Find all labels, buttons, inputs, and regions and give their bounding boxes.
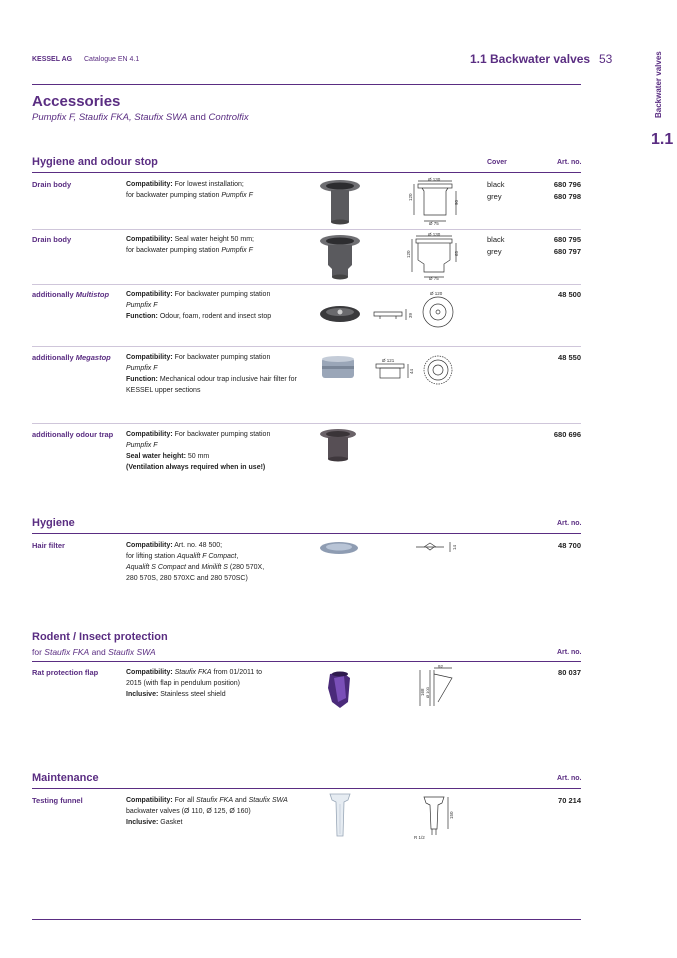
svg-text:Ø 120: Ø 120 bbox=[430, 291, 443, 296]
art-no: 680 696 bbox=[553, 430, 581, 439]
column-header-artno: Art. no. bbox=[557, 775, 582, 782]
svg-text:92: 92 bbox=[438, 664, 444, 669]
svg-text:14: 14 bbox=[452, 544, 457, 550]
multistop-side-drawing bbox=[372, 306, 416, 322]
svg-text:65: 65 bbox=[454, 250, 459, 256]
catalogue-label: Catalogue EN 4.1 bbox=[84, 56, 140, 63]
svg-text:120: 120 bbox=[408, 193, 413, 201]
column-header-artno: Art. no. bbox=[557, 649, 582, 656]
art-no-list: 680 796 680 798 bbox=[553, 180, 581, 201]
item-description: Compatibility: For backwater pumping station Pumpfix F Function: Mechanical odour trap inclusive hair filter for KESSEL upper sections bbox=[126, 354, 297, 394]
svg-text:90: 90 bbox=[454, 199, 459, 205]
item-name: Drain body bbox=[32, 235, 72, 244]
art-no-list: 680 795 680 797 bbox=[553, 235, 581, 256]
page-title: Accessories bbox=[32, 93, 121, 110]
footer-divider bbox=[32, 919, 581, 920]
section-heading-odour: Hygiene and odour stop bbox=[32, 156, 158, 168]
page-subtitle: Pumpfix F, Staufix FKA, Staufix SWA and Controlfix bbox=[32, 112, 249, 123]
item-name: Hair filter bbox=[32, 541, 65, 550]
svg-text:120: 120 bbox=[406, 250, 411, 258]
section-subheading-rodent: for Staufix FKA and Staufix SWA bbox=[32, 647, 156, 657]
svg-text:39: 39 bbox=[408, 312, 413, 318]
page-number: 53 bbox=[599, 52, 613, 66]
section-divider bbox=[32, 172, 581, 173]
item-name: additionally Megastop bbox=[32, 353, 111, 362]
item-description: Compatibility: For lowest installation; for backwater pumping station Pumpfix F bbox=[126, 181, 253, 199]
svg-text:R 1/2: R 1/2 bbox=[414, 835, 425, 840]
art-no: 80 037 bbox=[558, 668, 581, 677]
column-header-artno: Art. no. bbox=[557, 159, 582, 166]
item-name: Rat protection flap bbox=[32, 668, 99, 677]
odour-trap-photo bbox=[318, 428, 358, 464]
side-tab-number: 1.1 bbox=[651, 131, 674, 148]
rat-flap-photo bbox=[322, 668, 356, 710]
svg-text:Ø 75: Ø 75 bbox=[429, 221, 439, 225]
svg-text:150: 150 bbox=[449, 811, 454, 819]
column-header-cover: Cover bbox=[487, 159, 507, 166]
item-description: Compatibility: Art. no. 48 500; for lifting station Aqualift F Compact, Aqualift S Compact and Minilift S (280 570X, 280 570S, 280 570XC and 280 570SC) bbox=[126, 542, 265, 582]
item-description: Compatibility: Staufix FKA from 01/2011 to 2015 (with flap in pendulum position) Inclusive: Stainless steel shield bbox=[126, 669, 263, 698]
item-name: additionally odour trap bbox=[32, 430, 114, 439]
rat-flap-drawing bbox=[414, 664, 468, 710]
column-header-artno: Art. no. bbox=[557, 520, 582, 527]
svg-text:44: 44 bbox=[409, 368, 414, 374]
row-divider bbox=[32, 229, 581, 230]
side-tab bbox=[654, 42, 668, 118]
header-divider bbox=[32, 84, 581, 85]
section-heading-maintenance: Maintenance bbox=[32, 772, 99, 784]
svg-text:Ø 75: Ø 75 bbox=[429, 276, 439, 280]
art-no: 48 500 bbox=[558, 290, 581, 299]
section-divider bbox=[32, 533, 581, 534]
cover-list: black grey bbox=[487, 235, 505, 256]
item-name: Testing funnel bbox=[32, 796, 83, 805]
row-divider bbox=[32, 284, 581, 285]
drain-body-photo bbox=[318, 178, 362, 226]
megastop-top-drawing bbox=[422, 354, 454, 386]
section-divider bbox=[32, 788, 581, 789]
side-tab-label: Backwater valves bbox=[654, 51, 663, 118]
section-heading-rodent: Rodent / Insect protection bbox=[32, 631, 168, 643]
drain-body-drawing bbox=[408, 177, 468, 225]
art-no: 48 700 bbox=[558, 541, 581, 550]
testing-funnel-photo bbox=[328, 792, 352, 842]
svg-text:Ø 121: Ø 121 bbox=[382, 358, 395, 363]
section-heading-hygiene: Hygiene bbox=[32, 517, 75, 529]
drain-body-drawing bbox=[406, 232, 468, 280]
item-description: Compatibility: For backwater pumping station Pumpfix F Seal water height: 50 mm (Ventilation always required when in use!) bbox=[126, 431, 271, 471]
section-divider bbox=[32, 661, 581, 662]
company-name: KESSEL AG bbox=[32, 56, 73, 63]
art-no: 48 550 bbox=[558, 353, 581, 362]
svg-text:Ø 130: Ø 130 bbox=[428, 232, 441, 237]
megastop-photo bbox=[318, 354, 358, 382]
item-name: Drain body bbox=[32, 180, 72, 189]
drain-body-photo bbox=[318, 233, 362, 281]
item-description: Compatibility: Seal water height 50 mm; for backwater pumping station Pumpfix F bbox=[126, 236, 254, 254]
megastop-side-drawing bbox=[372, 354, 416, 384]
cover-list: black grey bbox=[487, 180, 505, 201]
row-divider bbox=[32, 423, 581, 424]
svg-text:Ø 100: Ø 100 bbox=[425, 687, 430, 698]
hair-filter-photo bbox=[318, 540, 360, 556]
art-no: 70 214 bbox=[558, 796, 581, 805]
multistop-photo bbox=[318, 302, 362, 326]
section-title: 1.1 Backwater valves bbox=[470, 52, 591, 66]
item-description: Compatibility: For backwater pumping station Pumpfix F Function: Odour, foam, rodent and insect stop bbox=[126, 291, 272, 320]
row-divider bbox=[32, 346, 581, 347]
multistop-top-drawing bbox=[420, 290, 460, 330]
testing-funnel-drawing bbox=[410, 795, 460, 841]
item-description: Compatibility: For all Staufix FKA and Staufix SWA backwater valves (Ø 110, Ø 125, Ø 160) Inclusive: Gasket bbox=[126, 797, 288, 826]
svg-text:168: 168 bbox=[420, 688, 425, 696]
item-name: additionally Multistop bbox=[32, 290, 110, 299]
hair-filter-drawing bbox=[410, 538, 462, 556]
svg-text:Ø 130: Ø 130 bbox=[428, 177, 441, 182]
